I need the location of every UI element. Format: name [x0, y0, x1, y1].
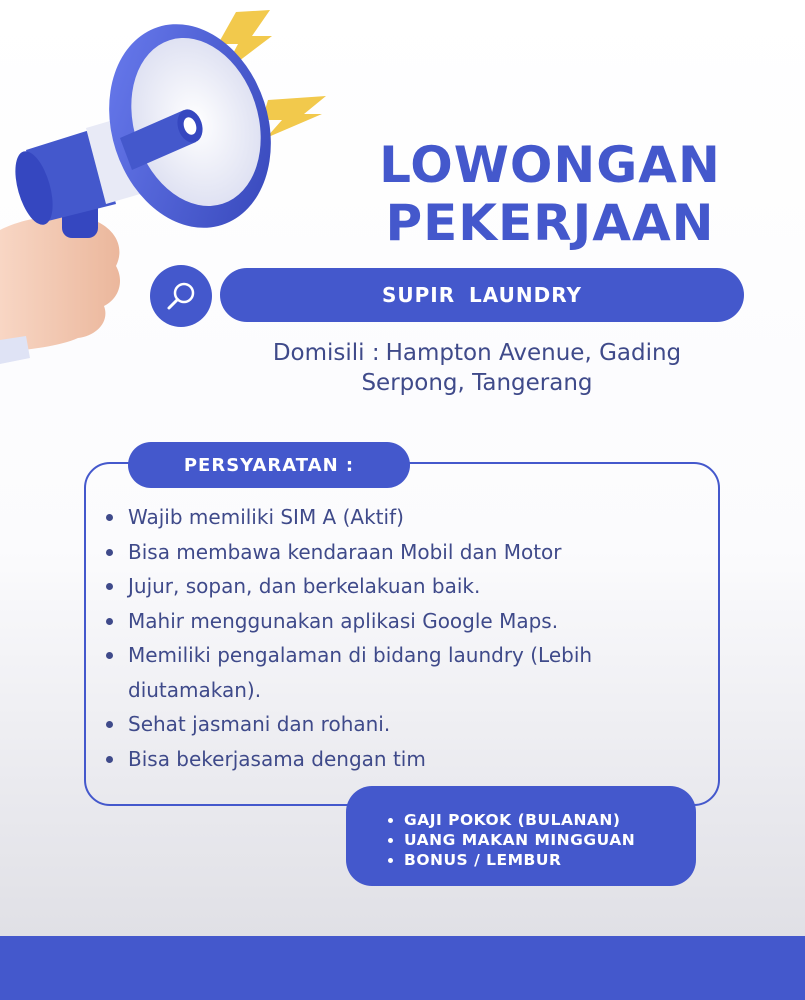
search-icon: [164, 279, 198, 313]
list-item: Jujur, sopan, dan berkelakuan baik.: [100, 569, 700, 604]
domicile-label: Domisili :: [272, 340, 380, 366]
search-badge: [150, 265, 212, 327]
list-item: Sehat jasmani dan rohani.: [100, 707, 700, 742]
requirements-list: [100, 500, 700, 776]
footer-bar: [0, 936, 805, 1000]
list-item: Memiliki pengalaman di bidang laundry (Lebih diutamakan).: [100, 638, 700, 707]
headline: [300, 136, 800, 252]
domicile: [224, 338, 730, 398]
position-title: SUPIR LAUNDRY: [220, 268, 744, 322]
headline-line-1: LOWONGAN: [379, 136, 721, 194]
domicile-line-1: [224, 338, 730, 368]
list-item: GAJI POKOK (BULANAN): [386, 810, 635, 830]
domicile-address-1: Hampton Avenue, Gading: [385, 340, 682, 366]
bolt-icon: [262, 96, 326, 138]
headline-line-2: PEKERJAAN: [385, 194, 715, 252]
list-item: Mahir menggunakan aplikasi Google Maps.: [100, 604, 700, 639]
list-item: Bisa membawa kendaraan Mobil dan Motor: [100, 535, 700, 570]
benefits-list: [386, 810, 635, 870]
requirements-title: PERSYARATAN :: [128, 442, 410, 488]
list-item: Wajib memiliki SIM A (Aktif): [100, 500, 700, 535]
domicile-address-2: Serpong, Tangerang: [361, 370, 593, 396]
list-item: BONUS / LEMBUR: [386, 850, 635, 870]
list-item: UANG MAKAN MINGGUAN: [386, 830, 635, 850]
list-item: Bisa bekerjasama dengan tim: [100, 742, 700, 777]
benefits-box: [346, 786, 696, 886]
